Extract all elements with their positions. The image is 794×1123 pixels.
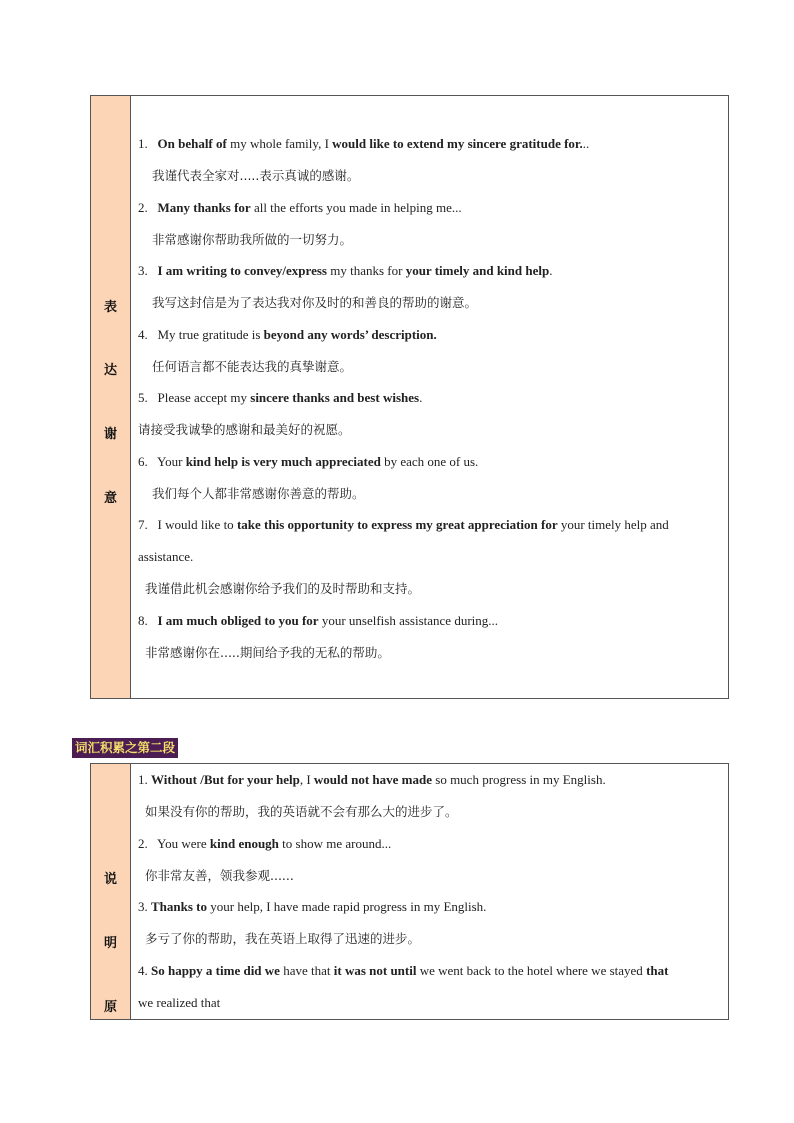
item-number: 5. — [138, 390, 148, 405]
translation-line: 我写这封信是为了表达我对你及时的和善良的帮助的谢意。 — [152, 295, 478, 310]
key-phrase: it was not until — [333, 963, 417, 978]
phrase-text: , I — [299, 772, 314, 787]
phrase-text: to show me around... — [278, 836, 392, 851]
phrase-text: my thanks for — [326, 263, 406, 278]
phrase-line — [138, 613, 558, 629]
phrase-text: all the efforts you made in helping me... — [250, 200, 462, 215]
phrase-text: have that — [279, 963, 334, 978]
phrase-text: Your — [157, 454, 186, 469]
phrase-line — [138, 390, 722, 406]
translation-line: 非常感谢你帮助我所做的一切努力。 — [152, 232, 353, 247]
phrase-line — [138, 136, 722, 152]
phrase-line — [138, 263, 624, 279]
translation-line: 多亏了你的帮助，我在英语上取得了迅速的进步。 — [145, 931, 421, 946]
phrase-line — [138, 963, 722, 979]
phrase-text: . — [419, 390, 423, 405]
phrase-line — [138, 899, 722, 915]
key-phrase: On behalf of — [157, 136, 227, 151]
key-phrase: Many thanks for — [157, 200, 251, 215]
phrase-line — [138, 454, 544, 470]
item-number: 3. — [138, 263, 148, 278]
phrase-text: your timely help and — [557, 517, 669, 532]
item-number: 1. — [138, 136, 148, 151]
side-label-char: 谢 — [103, 427, 117, 442]
translation-line: 非常感谢你在.....期间给予我的无私的帮助。 — [145, 645, 390, 660]
item-number: 3. — [138, 899, 148, 914]
table-content — [131, 96, 728, 698]
item-number: 2. — [138, 836, 148, 851]
key-phrase: Without /But for your help — [151, 772, 300, 787]
key-phrase: I am much obliged to you for — [157, 613, 319, 628]
translation-line: 我谨代表全家对.....表示真诚的感谢。 — [152, 168, 360, 183]
item-number: 4. — [138, 963, 148, 978]
side-label-char: 明 — [103, 936, 117, 951]
section-heading: 词汇积累之第二段 — [72, 738, 178, 758]
side-label-char: 说 — [103, 872, 117, 887]
side-label-char: 意 — [103, 491, 117, 506]
key-phrase: kind enough — [209, 836, 279, 851]
key-phrase: So happy a time did we — [151, 963, 280, 978]
key-phrase: sincere thanks and best wishes — [250, 390, 420, 405]
side-label-char: 表 — [103, 300, 117, 315]
key-phrase: your timely and kind help — [405, 263, 550, 278]
item-number: 4. — [138, 327, 148, 342]
translation-line: 你非常友善，领我参观...... — [145, 868, 294, 883]
phrase-text: your help, I have made rapid progress in my English. — [207, 899, 487, 914]
key-phrase: take this opportunity to express my great appreciation for — [236, 517, 558, 532]
item-number: 8. — [138, 613, 148, 628]
table-content — [131, 764, 728, 1019]
phrase-text: so much progress in my English. — [432, 772, 606, 787]
translation-line: 任何语言都不能表达我的真挚谢意。 — [152, 359, 353, 374]
side-label-char: 原 — [103, 1000, 117, 1015]
phrase-text: My true gratitude is — [157, 327, 264, 342]
item-number: 6. — [138, 454, 148, 469]
key-phrase: Thanks to — [151, 899, 207, 914]
item-number: 7. — [138, 517, 148, 532]
table-side-label — [91, 764, 131, 1019]
phrase-text: my whole family, I — [226, 136, 333, 151]
table-side-label — [91, 96, 131, 698]
phrase-text: .. — [582, 136, 590, 151]
item-number: 2. — [138, 200, 148, 215]
translation-line: 我们每个人都非常感谢你善意的帮助。 — [152, 486, 365, 501]
phrase-text: we went back to the hotel where we stayed — [416, 963, 647, 978]
phrase-text: I would like to — [157, 517, 237, 532]
translation-line: 我谨借此机会感谢你给予我们的及时帮助和支持。 — [145, 581, 421, 596]
phrase-text: You were — [157, 836, 210, 851]
phrase-continuation: we realized that — [138, 995, 221, 1010]
phrase-text: your unselfish assistance during... — [318, 613, 499, 628]
key-phrase: would like to extend my sincere gratitude for. — [332, 136, 583, 151]
key-phrase: beyond any words’ description. — [263, 327, 437, 342]
key-phrase: would not have made — [313, 772, 433, 787]
phrase-continuation: assistance. — [138, 549, 194, 564]
phrase-line — [138, 836, 433, 852]
translation-line: 请接受我诚挚的感谢和最美好的祝愿。 — [138, 422, 351, 437]
phrase-line — [138, 772, 722, 788]
key-phrase: I am writing to convey/express — [157, 263, 327, 278]
key-phrase: that — [646, 963, 669, 978]
expressing-thanks-table — [90, 95, 729, 699]
phrase-line — [138, 517, 722, 533]
key-phrase: kind help is very much appreciated — [185, 454, 381, 469]
phrase-text: . — [549, 263, 553, 278]
explaining-reasons-table — [90, 763, 729, 1020]
phrase-text: Please accept my — [157, 390, 251, 405]
phrase-line — [138, 200, 722, 216]
side-label-char: 达 — [103, 363, 117, 378]
phrase-line — [138, 327, 722, 343]
translation-line: 如果没有你的帮助，我的英语就不会有那么大的进步了。 — [145, 804, 458, 819]
item-number: 1. — [138, 772, 148, 787]
phrase-text: by each one of us. — [380, 454, 479, 469]
